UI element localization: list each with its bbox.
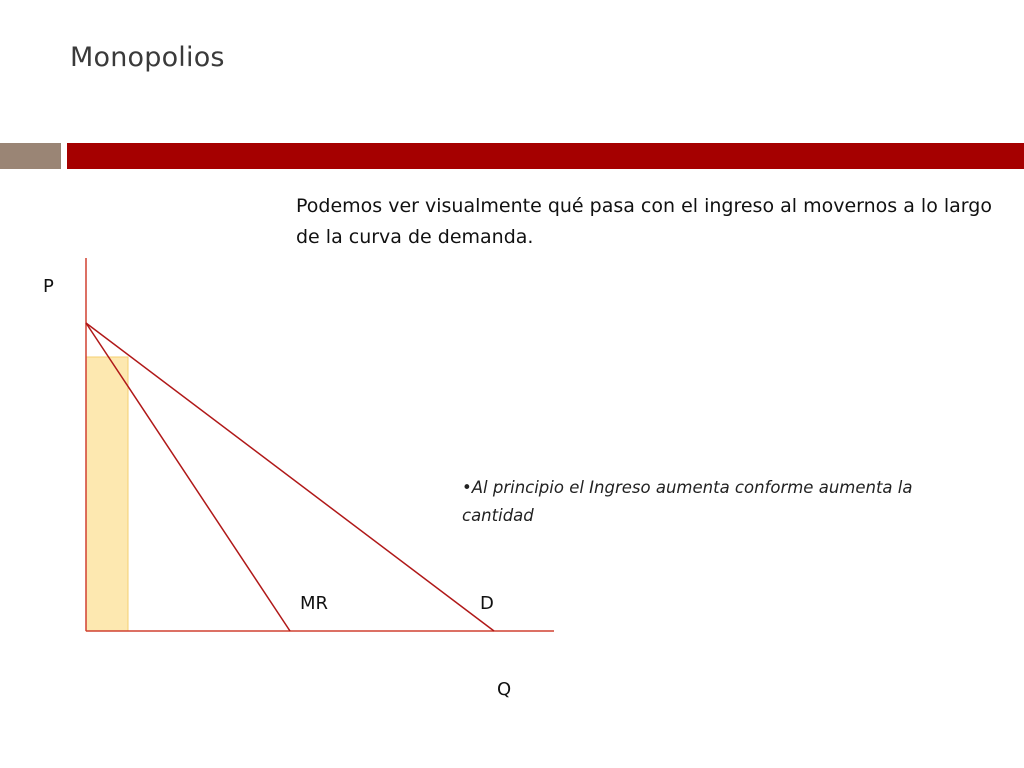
label-mr: MR [300,593,329,614]
axis-label-q: Q [497,679,512,700]
bullet-text: •Al principio el Ingreso aumenta conforme aumenta la cantidad [462,478,913,525]
slide-title: Monopolios [70,42,225,73]
revenue-area [86,357,128,631]
demand-curve [86,323,494,631]
axis-label-p: P [43,276,54,297]
intro-text: Podemos ver visualmente qué pasa con el ingreso al movernos a lo largo de la curva de demanda. [296,195,992,248]
label-d: D [480,593,494,614]
